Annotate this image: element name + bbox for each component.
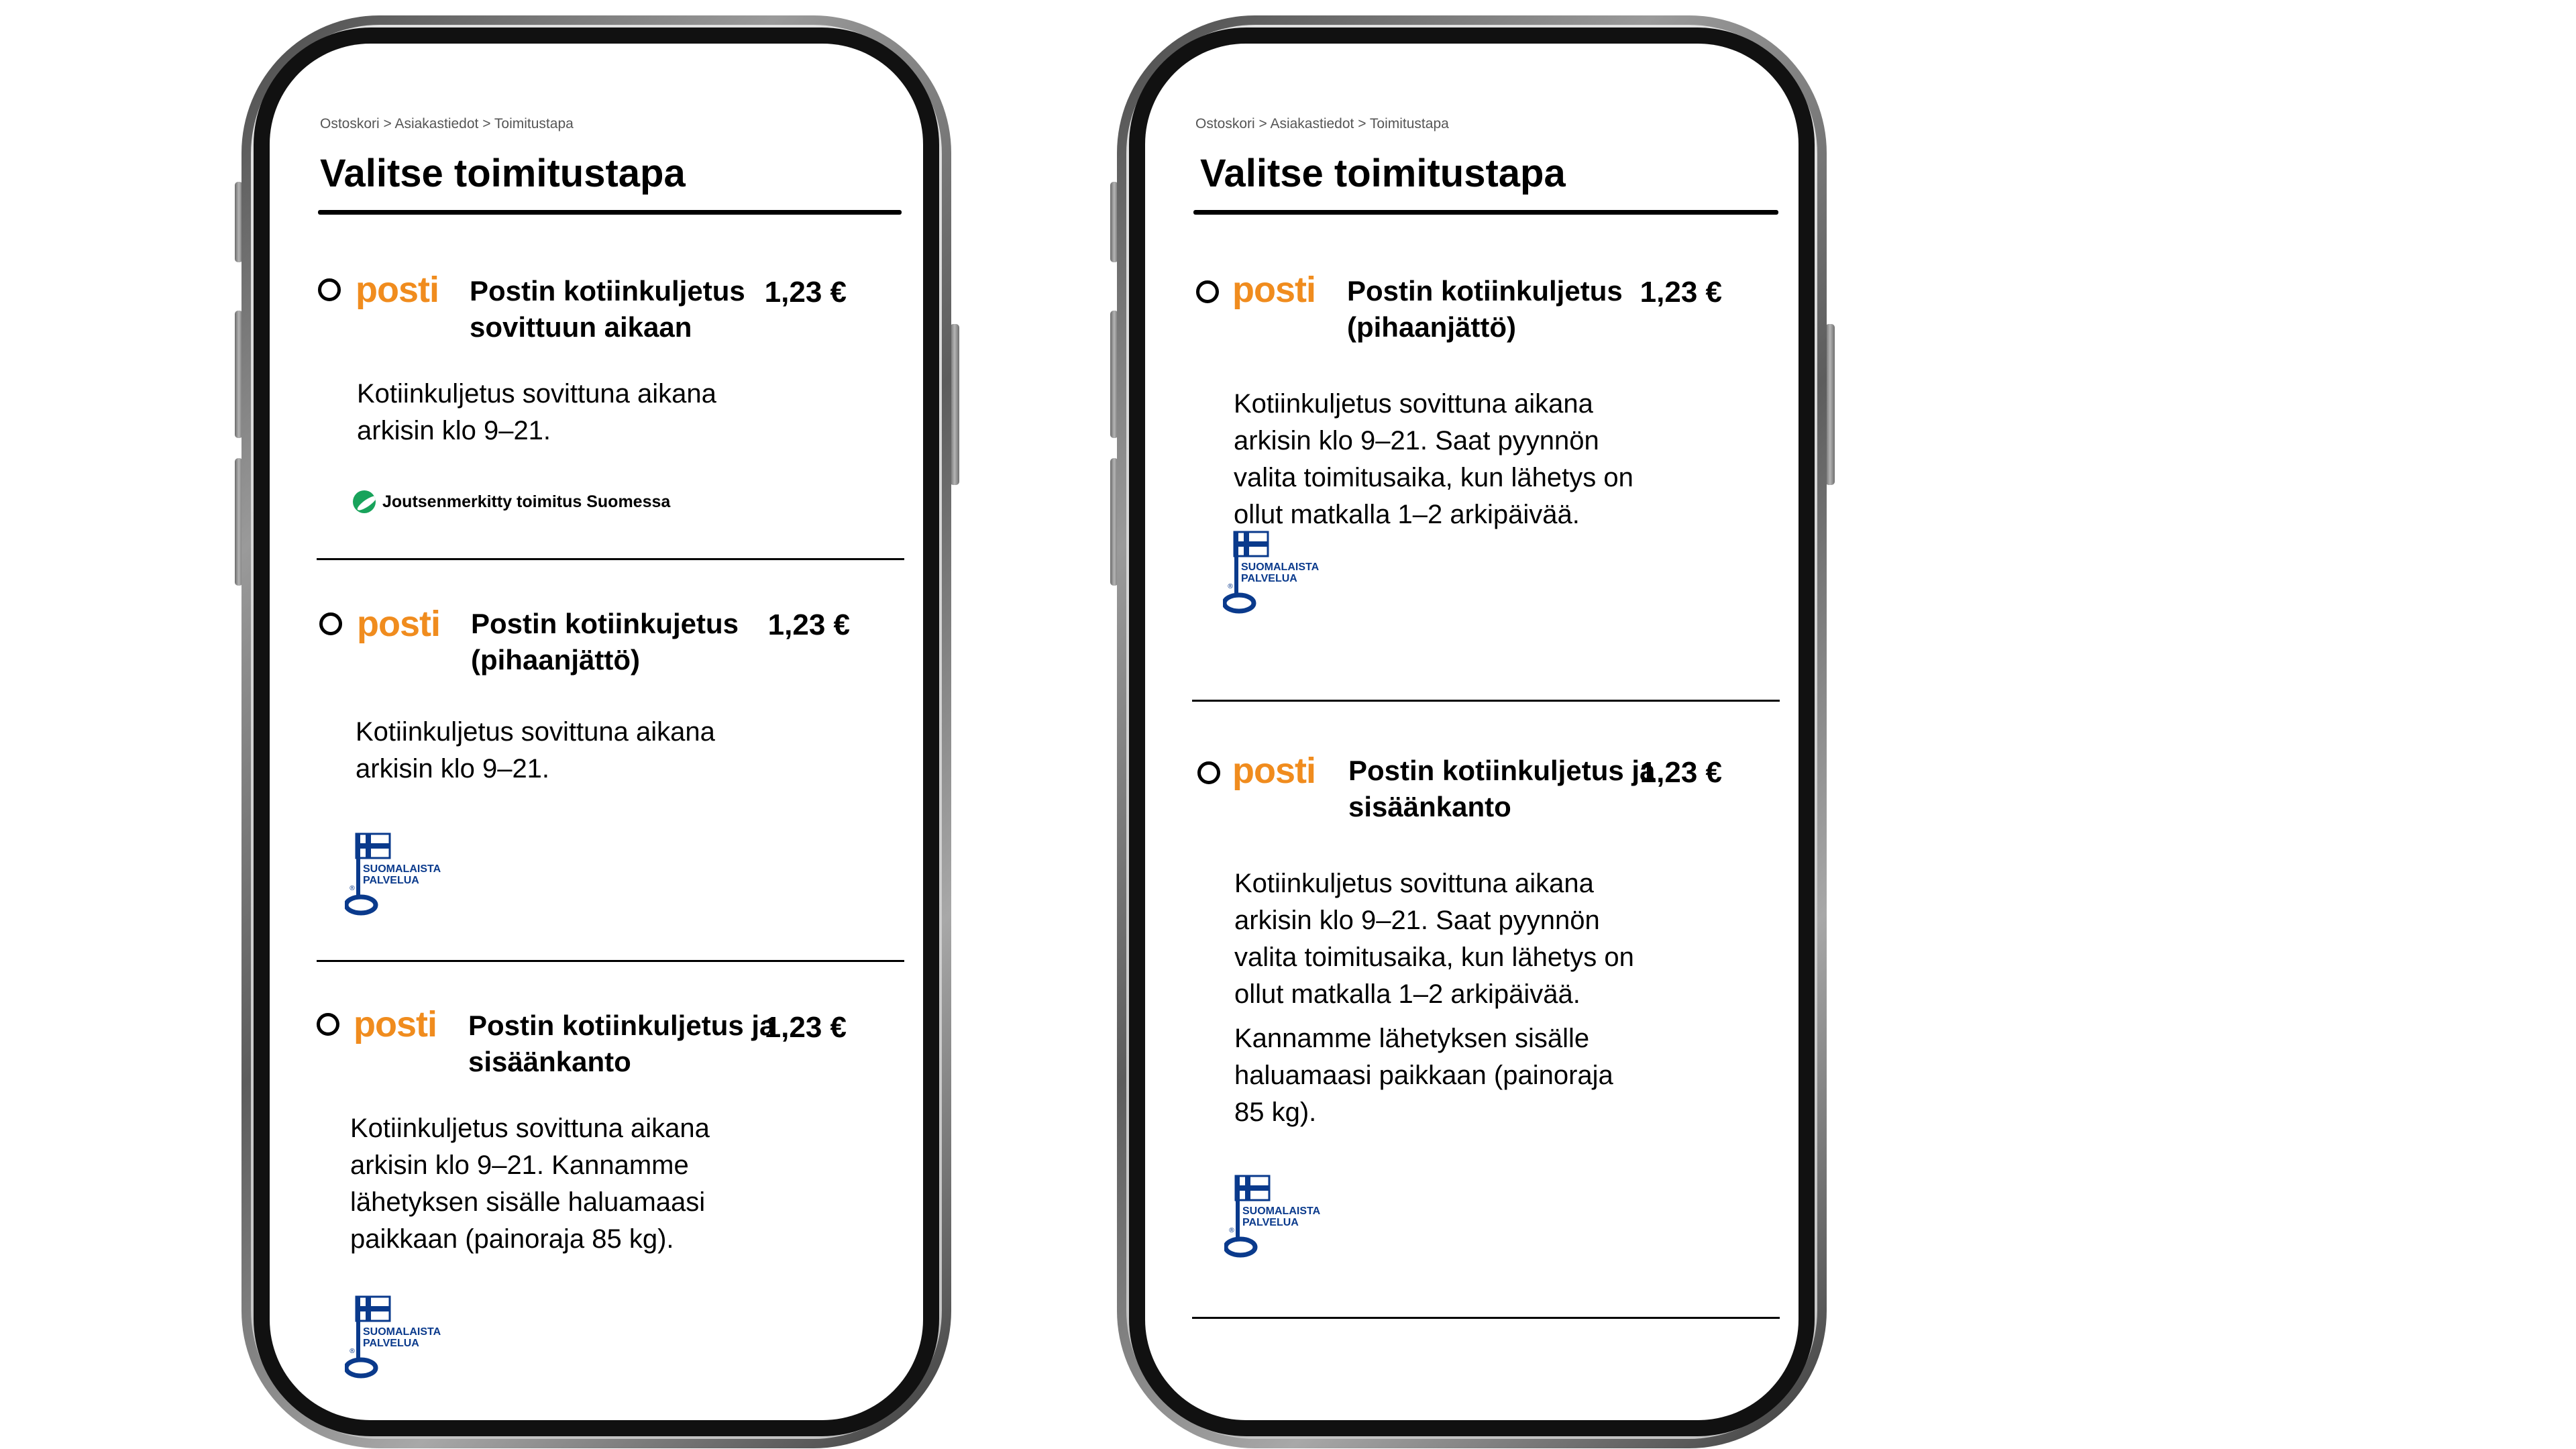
eco-badge bbox=[353, 490, 670, 513]
key-flag-text-2: PALVELUA bbox=[363, 1338, 419, 1349]
option-description: Kotiinkuljetus sovittuna aikana arkisin klo 9–21. bbox=[357, 379, 716, 445]
svg-text:®: ® bbox=[349, 885, 356, 892]
key-flag-text-2: PALVELUA bbox=[363, 875, 419, 886]
option-name: Postin kotiinkuljetus (pihaanjättö) bbox=[1347, 275, 1623, 343]
key-flag-logo bbox=[345, 1291, 445, 1385]
key-flag-text-1: SUOMALAISTA bbox=[1241, 561, 1320, 573]
radio-button[interactable] bbox=[317, 1013, 339, 1036]
option-price: 1,23 € bbox=[764, 1011, 847, 1044]
option-divider bbox=[317, 960, 904, 962]
title-underline bbox=[1193, 210, 1778, 215]
breadcrumb[interactable]: Ostoskori > Asiakastiedot > Toimitustapa bbox=[320, 116, 574, 131]
option-description: Kotiinkuljetus sovittuna aikana arkisin klo 9–21. Kannamme lähetyksen sisälle haluamaasi paikkaan (painoraja 85 kg). bbox=[350, 1114, 710, 1254]
option-name: Postin kotiinkuljetus ja sisäänkanto bbox=[468, 1010, 775, 1077]
option-divider bbox=[1192, 1317, 1780, 1319]
breadcrumb[interactable]: Ostoskori > Asiakastiedot > Toimitustapa bbox=[1195, 116, 1449, 131]
radio-button[interactable] bbox=[1197, 761, 1220, 784]
key-flag-text-2: PALVELUA bbox=[1241, 573, 1297, 584]
option-description: Kotiinkuljetus sovittuna aikana arkisin klo 9–21. bbox=[356, 717, 715, 784]
swan-label-icon bbox=[353, 490, 376, 513]
key-flag-logo bbox=[1224, 1171, 1325, 1265]
eco-badge-label: Joutsenmerkitty toimitus Suomessa bbox=[382, 492, 671, 511]
svg-text:®: ® bbox=[1227, 583, 1234, 590]
power-button bbox=[950, 324, 959, 485]
posti-logo: posti bbox=[356, 270, 439, 310]
option-price: 1,23 € bbox=[1640, 756, 1722, 789]
power-button bbox=[1825, 324, 1835, 485]
key-flag-text-2: PALVELUA bbox=[1242, 1217, 1299, 1228]
posti-logo: posti bbox=[1232, 270, 1316, 310]
posti-logo: posti bbox=[1232, 751, 1316, 791]
posti-logo: posti bbox=[354, 1004, 437, 1044]
option-price: 1,23 € bbox=[1640, 276, 1722, 309]
key-flag-logo bbox=[1223, 527, 1324, 621]
option-description-extra: Kannamme lähetyksen sisälle haluamaasi paikkaan (painoraja 85 kg). bbox=[1234, 1024, 1613, 1127]
svg-text:®: ® bbox=[1228, 1227, 1235, 1234]
option-price: 1,23 € bbox=[764, 276, 847, 309]
option-description: Kotiinkuljetus sovittuna aikana arkisin klo 9–21. Saat pyynnön valita toimitusaika, kun lähetys on ollut matkalla 1–2 arkipäivää. bbox=[1234, 869, 1634, 1009]
page-title: Valitse toimitustapa bbox=[320, 152, 686, 195]
option-description: Kotiinkuljetus sovittuna aikana arkisin klo 9–21. Saat pyynnön valita toimitusaika, kun lähetys on ollut matkalla 1–2 arkipäivää. bbox=[1234, 389, 1633, 529]
left-screen bbox=[270, 44, 923, 1420]
key-flag-text-1: SUOMALAISTA bbox=[363, 863, 441, 875]
radio-button[interactable] bbox=[319, 612, 342, 635]
option-name: Postin kotiinkuljetus sovittuun aikaan bbox=[470, 275, 745, 343]
radio-button[interactable] bbox=[1196, 280, 1219, 303]
svg-text:®: ® bbox=[349, 1348, 356, 1355]
left-phone-mockup bbox=[241, 15, 951, 1448]
page-title: Valitse toimitustapa bbox=[1200, 152, 1566, 195]
posti-logo: posti bbox=[357, 604, 440, 644]
option-name: Postin kotiinkuljetus ja sisäänkanto bbox=[1348, 755, 1656, 822]
option-price: 1,23 € bbox=[767, 608, 850, 641]
option-name: Postin kotiinkujetus (pihaanjättö) bbox=[471, 608, 739, 676]
right-screen bbox=[1145, 44, 1799, 1420]
radio-button[interactable] bbox=[318, 278, 341, 301]
title-underline bbox=[318, 210, 902, 215]
option-divider bbox=[1192, 700, 1780, 702]
key-flag-logo bbox=[345, 828, 445, 922]
right-phone-mockup bbox=[1117, 15, 1827, 1448]
key-flag-text-1: SUOMALAISTA bbox=[1242, 1205, 1321, 1217]
option-divider bbox=[317, 558, 904, 560]
key-flag-text-1: SUOMALAISTA bbox=[363, 1326, 441, 1338]
